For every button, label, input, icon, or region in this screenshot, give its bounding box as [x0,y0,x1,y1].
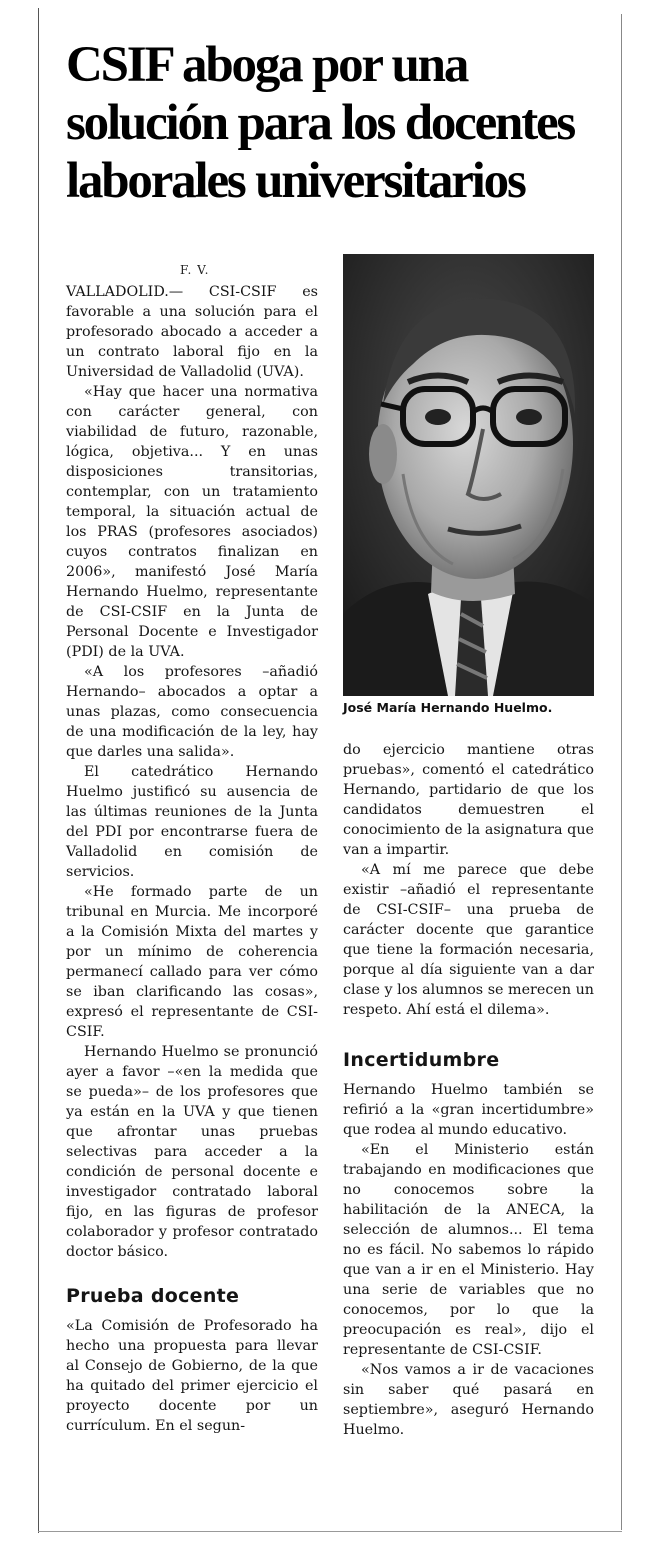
paragraph: «Nos vamos a ir de vacaciones sin saber qué pasará en septiembre», aseguró Hernando Huelmo. [343,1362,594,1438]
subhead-prueba-docente: Prueba docente [66,1285,240,1307]
paragraph: «A mí me parece que debe existir –añadió el representante de CSI-CSIF– una prueba de carácter docente que garantice que tiene la formación necesaria, porque al día siguiente van a dar clase y los alumnos se merecen un respeto. Ahí está el dilema». [343,862,594,1018]
paragraph: «Hay que hacer una normativa con carácter general, con viabilidad de futuro, razonable, lógica, objetiva... Y en unas disposiciones transitorias, contemplar, con un tratamiento temporal, la situación actual de los PRAS (profesores asociados) cuyos contratos finalizan en 2006», manifestó José María Hernando Huelmo, representante de CSI-CSIF en la Junta de Personal Docente e Investigador (PDI) de la UVA. [66,384,318,660]
left-column-rule [38,8,39,1533]
paragraph: «La Comisión de Profesorado ha hecho una propuesta para llevar al Consejo de Gobierno, de la que ha quitado del primer ejercicio el proyecto docente por un currículum. En el segun- [66,1318,318,1434]
bottom-rule [38,1531,622,1532]
article-headline [66,36,614,210]
paragraph: El catedrático Hernando Huelmo justificó su ausencia de las últimas reuniones de la Junta del PDI por encontrarse fuera de Valladolid en comisión de servicios. [66,764,318,880]
headline-line-2: solución para los docentes [66,95,575,151]
paragraph: do ejercicio mantiene otras pruebas», comentó el catedrático Hernando, partidario de que los candidatos demuestren el conocimiento de la asignatura que van a impartir. [343,742,594,858]
byline: F. V. [180,263,210,277]
text-column-1 [66,282,318,1436]
paragraph: Hernando Huelmo se pronunció ayer a favor –«en la medida que se pueda»– de los profesores que ya están en la UVA y que tienen que afrontar unas pruebas selectivas para acceder a la condición de personal docente e investigador contratado laboral fijo, en las figuras de profesor colaborador y profesor contratado doctor básico. [66,1044,318,1260]
text-column-2 [343,740,594,1440]
right-column-rule [621,14,622,1530]
photo-caption: José María Hernando Huelmo. [343,700,553,715]
paragraph: «A los profesores –añadió Hernando– abocados a optar a unas plazas, como consecuencia de una modificación de la ley, hay que darles una salida». [66,664,318,760]
paragraph: «En el Ministerio están trabajando en modificaciones que no conocemos sobre la habilitación de la ANECA, la selección de alumnos... El tema no es fácil. No sabemos lo rápido que van a ir en el Ministerio. Hay una serie de variables que no conocemos, por lo que la preocupación es real», dijo el representante de CSI-CSIF. [343,1142,594,1358]
headline-line-3: laborales universitarios [66,153,525,209]
portrait-photo [343,254,594,696]
paragraph: «He formado parte de un tribunal en Murcia. Me incorporé a la Comisión Mixta del martes y por un mínimo de coherencia permanecí callado para ver cómo se iban clarificando las cosas», expresó el representante de CSI-CSIF. [66,884,318,1040]
subhead-incertidumbre: Incertidumbre [343,1049,500,1071]
headline-line-1: CSIF aboga por una [66,37,468,93]
paragraph: VALLADOLID.— CSI-CSIF es favorable a una solución para el profesorado abocado a acceder a un contrato laboral fijo en la Universidad de Valladolid (UVA). [66,284,318,380]
portrait-illustration [343,254,594,696]
paragraph: Hernando Huelmo también se refirió a la «gran incertidumbre» que rodea al mundo educativo. [343,1082,594,1138]
